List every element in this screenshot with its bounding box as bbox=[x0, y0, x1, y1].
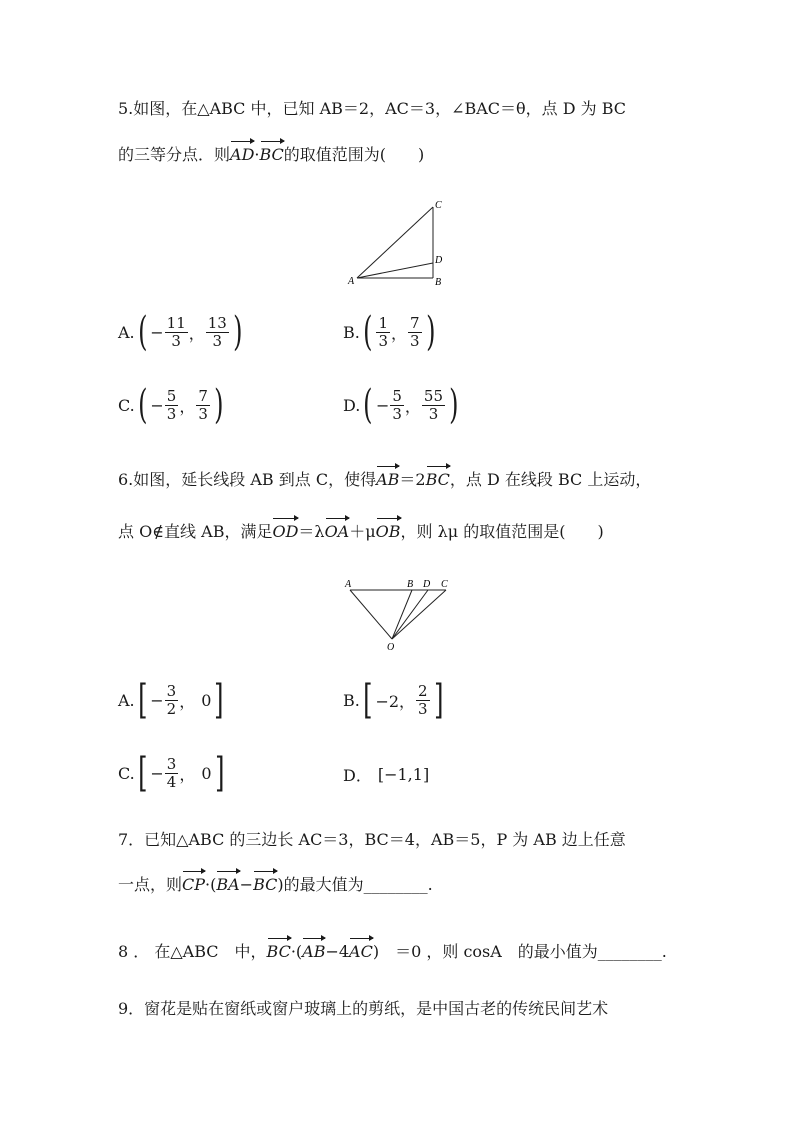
fraction: $\frac{5}{3}$ bbox=[392, 386, 402, 423]
label-b: B bbox=[435, 277, 442, 288]
q5-option-b[interactable]: B. ( $\frac{1}{3}$ ， $\frac{7}{3}$ ) bbox=[343, 309, 436, 355]
minus-sign: − bbox=[150, 763, 164, 783]
vector-ob: OB bbox=[375, 522, 401, 541]
q5-triangle-figure bbox=[345, 195, 455, 290]
dot-operator: · bbox=[254, 145, 260, 164]
q5-option-a[interactable]: A. ( − $\frac{11}{3}$ ， $\frac{13}{3}$ ) bbox=[118, 309, 243, 355]
q5-line1: 5.如图，在△ABC 中，已知 AB＝2，AC＝3，∠BAC＝θ，点 D 为 BC bbox=[118, 99, 627, 118]
vector-bc: BC bbox=[266, 942, 291, 961]
bracket-right: ] bbox=[433, 677, 444, 723]
label-c: C bbox=[441, 579, 448, 590]
option-text: [−1,1] bbox=[377, 765, 430, 784]
vector-bc: BC bbox=[259, 145, 284, 164]
minus-sign: − bbox=[375, 395, 390, 415]
label-c: C bbox=[435, 200, 442, 211]
paren-left: ( bbox=[137, 382, 148, 428]
label-d: D bbox=[435, 255, 443, 266]
paren-left: ( bbox=[137, 309, 148, 355]
q6-line1: 6.如图，延长线段 AB 到点 C，使得AB＝2BC，点 D 在线段 BC 上运动， bbox=[118, 470, 652, 489]
paren-right: ) bbox=[425, 309, 436, 355]
label-a: A bbox=[348, 276, 355, 287]
option-label: B. bbox=[343, 322, 360, 342]
option-label: A. bbox=[118, 690, 135, 710]
q6-option-b[interactable]: B. [ −2， $\frac{2}{3}$ ] bbox=[343, 677, 444, 723]
vector-od: OD bbox=[272, 522, 299, 541]
vector-ab: AB bbox=[376, 470, 400, 489]
q6-option-a[interactable]: A. [ − $\frac{3}{2}$ ， 0 ] bbox=[118, 677, 224, 723]
paren-left: ( bbox=[363, 382, 373, 428]
q5-line2-pre: 的三等分点．则 bbox=[118, 145, 231, 164]
q5-option-c[interactable]: C. ( − $\frac{5}{3}$ ， $\frac{7}{3}$ ) bbox=[118, 382, 224, 428]
q5-line2 bbox=[118, 144, 424, 166]
label-b: B bbox=[407, 579, 414, 590]
label-d: D bbox=[423, 579, 431, 590]
fraction: $\frac{1}{3}$ bbox=[378, 313, 388, 350]
fraction: $\frac{7}{3}$ bbox=[198, 386, 208, 423]
label-o: O bbox=[387, 642, 395, 653]
q7-line2: 一点，则CP·(BA−BC)的最大值为________. bbox=[118, 875, 433, 894]
option-label: A. bbox=[118, 322, 135, 342]
bracket-right: ] bbox=[214, 750, 225, 796]
fraction: $\frac{2}{3}$ bbox=[418, 681, 428, 718]
bracket-left: [ bbox=[137, 677, 148, 723]
option-label: B. bbox=[343, 690, 360, 710]
option-label: C. bbox=[118, 395, 135, 415]
paren-right: ) bbox=[449, 382, 459, 428]
fraction: $\frac{11}{3}$ bbox=[166, 313, 186, 350]
bracket-right: ] bbox=[214, 677, 224, 723]
fraction: $\frac{55}{3}$ bbox=[423, 386, 444, 423]
vector-oa: OA bbox=[324, 522, 350, 541]
fraction: $\frac{3}{4}$ bbox=[166, 754, 177, 791]
vector-ad: AD bbox=[230, 145, 255, 164]
label-a: A bbox=[345, 579, 352, 590]
fraction: $\frac{3}{2}$ bbox=[166, 681, 177, 718]
vector-ac: AC bbox=[349, 942, 373, 961]
minus-sign: − bbox=[150, 395, 164, 415]
q7-line1: 7．已知△ABC 的三边长 AC＝3，BC＝4，AB＝5，P 为 AB 边上任意 bbox=[118, 830, 626, 849]
fraction: $\frac{5}{3}$ bbox=[166, 386, 177, 423]
q6-line-figure bbox=[338, 575, 458, 655]
option-label: C. bbox=[118, 763, 135, 783]
bracket-left: [ bbox=[362, 677, 373, 723]
paren-right: ) bbox=[214, 382, 224, 428]
bracket-left: [ bbox=[137, 750, 148, 796]
q5-line2-post: 的取值范围为( ) bbox=[283, 145, 425, 164]
q6-option-d[interactable] bbox=[343, 763, 429, 786]
q6-line2: 点 O∉直线 AB，满足OD＝λOA＋μOB，则 λμ 的取值范围是( ) bbox=[118, 522, 604, 541]
paren-right: ) bbox=[232, 309, 243, 355]
q8-line: 8 ． 在△ABC 中，BC·(AB−4AC) ＝0 ，则 cosA 的最小值为________. bbox=[118, 942, 667, 961]
vector-ba: BA bbox=[216, 875, 240, 894]
fraction: $\frac{13}{3}$ bbox=[207, 313, 227, 350]
q9-line1: 9．窗花是贴在窗纸或窗户玻璃上的剪纸，是中国古老的传统民间艺术 bbox=[118, 999, 609, 1018]
vector-ab: AB bbox=[302, 942, 326, 961]
minus-sign: − bbox=[150, 690, 164, 710]
vector-cp: CP bbox=[182, 875, 206, 894]
vector-bc: BC bbox=[425, 470, 450, 489]
vector-bc: BC bbox=[253, 875, 278, 894]
minus-sign: − bbox=[150, 322, 164, 342]
fraction: $\frac{7}{3}$ bbox=[410, 313, 420, 350]
paren-left: ( bbox=[362, 309, 373, 355]
option-label: D. bbox=[343, 395, 361, 415]
q5-option-d[interactable]: D. ( − $\frac{5}{3}$ ， $\frac{55}{3}$ ) bbox=[343, 382, 459, 428]
q6-option-c[interactable]: C. [ − $\frac{3}{4}$ ， 0 ] bbox=[118, 750, 225, 796]
option-label: D． bbox=[343, 766, 372, 785]
